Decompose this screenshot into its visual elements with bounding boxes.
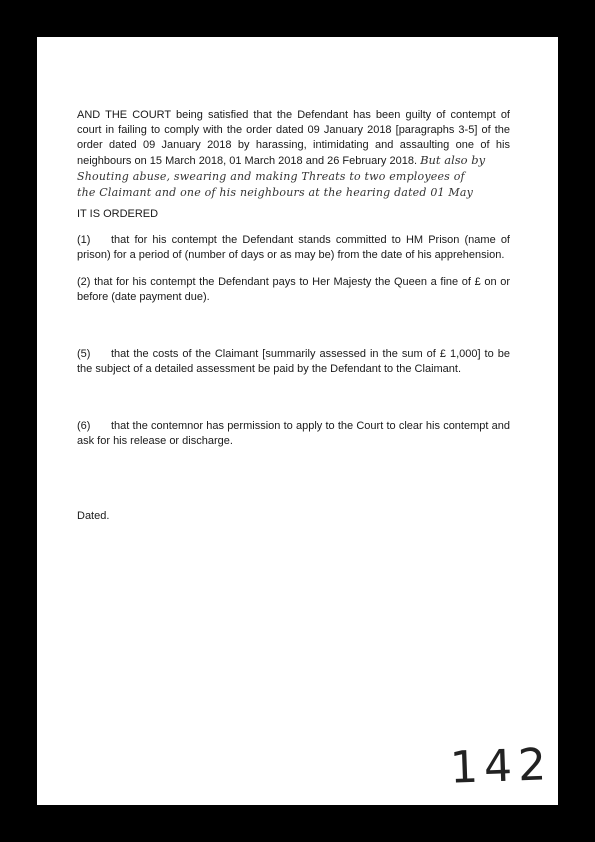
order-number: (6): [77, 420, 91, 432]
document-page: [37, 37, 558, 805]
order-text: that for his contempt the Defendant pays to Her Majesty the Queen a fine of £ on or before (date payment due).: [77, 276, 510, 303]
court-satisfied-paragraph: [77, 108, 510, 169]
handwritten-addition-line-1: Shouting abuse, swearing and making Threats to two employees of: [77, 170, 465, 183]
order-item-5: [77, 347, 510, 377]
order-item-1: [77, 233, 510, 263]
court-satisfied-text: AND THE COURT being satisfied that the Defendant has been guilty of contempt of court in failing to comply with the order dated 09 January 2018 [paragraphs 3-5] of the order dated 09 January 2018 by harassing, intimidating and assaulting one of his neighbours on 15 March 2018, 01 March 2018 and 26 February 2018.: [77, 109, 510, 167]
dated-label: Dated.: [77, 510, 110, 522]
handwritten-addition-line-2: the Claimant and one of his neighbours at the hearing dated 01 May: [77, 186, 474, 199]
order-number: (5): [77, 348, 91, 360]
order-item-6: [77, 419, 510, 449]
order-item-2: [77, 275, 510, 305]
handwritten-addition-inline: But also by: [420, 153, 486, 167]
order-text: that the costs of the Claimant [summarily assessed in the sum of £ 1,000] to be the subject of a detailed assessment be paid by the Defendant to the Claimant.: [77, 348, 510, 375]
order-text: that for his contempt the Defendant stands committed to HM Prison (name of prison) for a period of (number of days or as may be) from the date of his apprehension.: [77, 234, 510, 261]
order-number: (2): [77, 276, 91, 288]
ordered-heading: IT IS ORDERED: [77, 208, 159, 220]
order-text: that the contemnor has permission to apply to the Court to clear his contempt and ask for his release or discharge.: [77, 420, 510, 447]
order-body: [77, 108, 510, 524]
handwritten-page-number: 142: [449, 739, 553, 794]
order-number: (1): [77, 234, 91, 246]
